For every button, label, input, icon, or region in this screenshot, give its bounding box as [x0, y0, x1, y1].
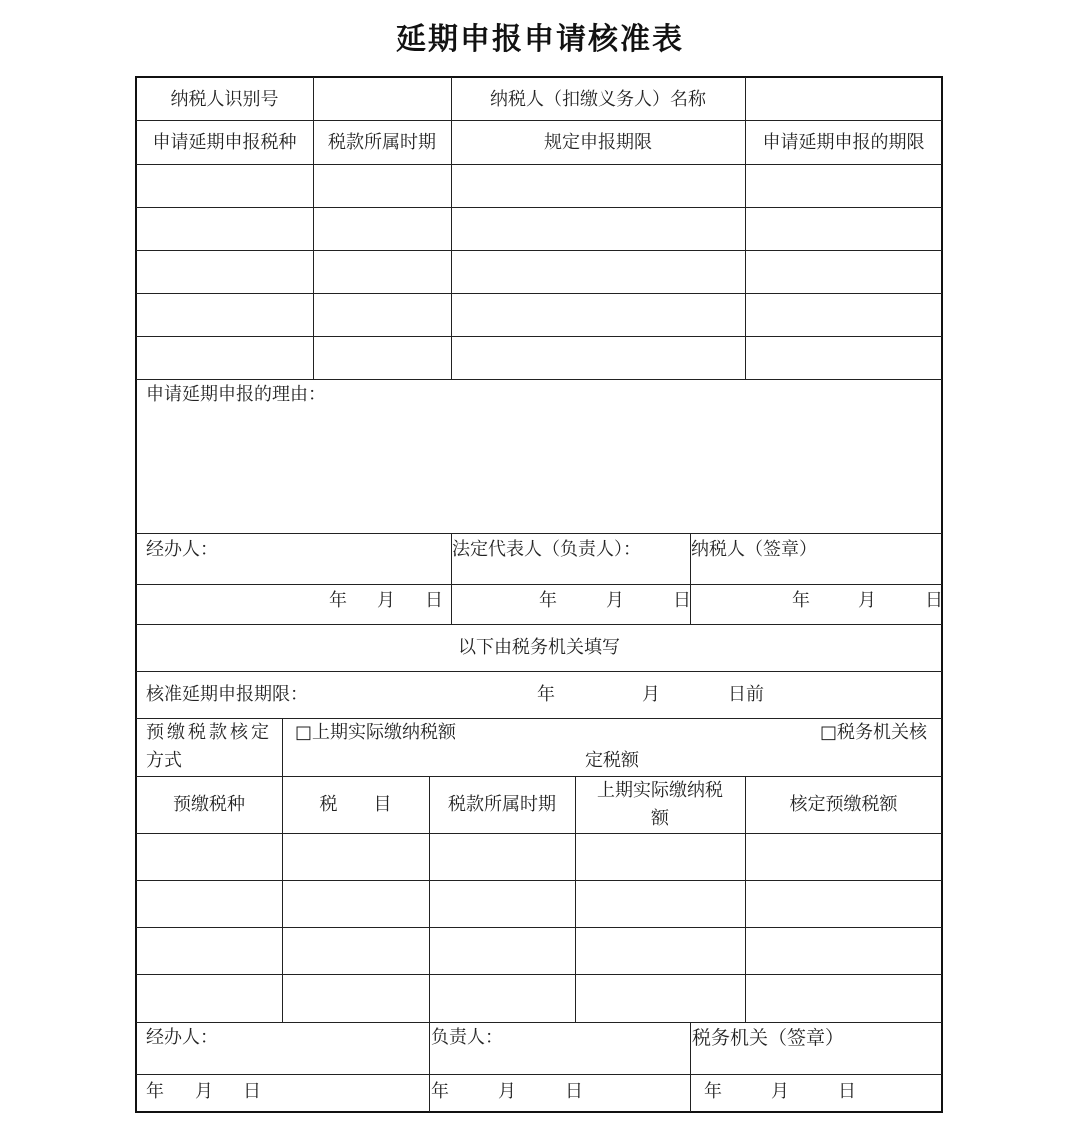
date-month: 月 — [498, 1081, 516, 1102]
row-divider — [136, 584, 942, 585]
prepay-col-last-paid-2: 额 — [651, 808, 669, 829]
reason-label: 申请延期申报的理由： — [146, 384, 326, 405]
prepay-col-tax-item: 税 目 — [319, 794, 392, 815]
authority-handler-label: 经办人： — [146, 1027, 218, 1048]
date-month: 月 — [606, 590, 624, 611]
date-year: 年 — [431, 1081, 449, 1102]
date-month: 月 — [195, 1081, 213, 1102]
prepay-method-label-2: 方式 — [146, 750, 182, 771]
col-header-deadline: 规定申报期限 — [544, 132, 652, 153]
row-divider — [136, 1022, 942, 1023]
row-divider — [136, 293, 942, 294]
approved-deadline-label: 核准延期申报期限： — [146, 684, 308, 705]
row-divider — [136, 974, 942, 975]
row-divider — [136, 671, 942, 672]
form-title: 延期申报申请核准表 — [396, 22, 684, 57]
date-day: 日 — [925, 590, 943, 611]
row-divider — [136, 1074, 942, 1075]
row-divider — [136, 880, 942, 881]
date-month: 月 — [377, 590, 395, 611]
row-divider — [136, 207, 942, 208]
date-year: 年 — [704, 1081, 722, 1102]
prepay-option-authority-2: 定税额 — [585, 750, 639, 771]
approved-deadline-month: 月 — [642, 684, 660, 705]
date-day: 日 — [838, 1081, 856, 1102]
row-divider — [136, 624, 942, 625]
taxpayer-id-label: 纳税人识别号 — [170, 89, 279, 110]
prepay-col-tax-type: 预缴税种 — [173, 794, 245, 815]
taxpayer-name-label: 纳税人（扣缴义务人）名称 — [490, 89, 706, 110]
date-year: 年 — [539, 590, 557, 611]
prepay-col-tax-period: 税款所属时期 — [448, 794, 556, 815]
legal-rep-label: 法定代表人（负责人）： — [452, 539, 641, 560]
date-day: 日 — [673, 590, 691, 611]
row-divider — [136, 379, 942, 380]
date-month: 月 — [771, 1081, 789, 1102]
date-day: 日 — [565, 1081, 583, 1102]
row-divider — [136, 336, 942, 337]
prepay-option-authority[interactable]: □税务机关核 — [820, 722, 928, 743]
taxpayer-seal-label: 纳税人（签章） — [691, 539, 817, 560]
col-header-tax-period: 税款所属时期 — [328, 132, 436, 153]
date-year: 年 — [792, 590, 810, 611]
col-divider — [313, 77, 314, 379]
row-divider — [136, 833, 942, 834]
responsible-label: 负责人： — [431, 1027, 503, 1048]
prepay-method-label: 预缴税款核定 — [146, 722, 272, 743]
col-divider — [745, 77, 746, 379]
row-divider — [136, 718, 942, 719]
row-divider — [136, 533, 942, 534]
col-header-tax-type: 申请延期申报税种 — [152, 132, 297, 153]
approved-deadline-suffix: 日前 — [728, 684, 764, 705]
date-day: 日 — [425, 590, 443, 611]
col-divider — [690, 1022, 691, 1112]
authority-seal-label: 税务机关（签章） — [692, 1027, 845, 1049]
prepay-option-last-period[interactable]: □上期实际缴纳税额 — [295, 722, 457, 743]
prepay-col-approved-amount: 核定预缴税额 — [789, 794, 898, 815]
approved-deadline-year: 年 — [537, 684, 555, 705]
date-year: 年 — [146, 1081, 164, 1102]
date-day: 日 — [243, 1081, 261, 1102]
row-divider — [136, 776, 942, 777]
date-month: 月 — [858, 590, 876, 611]
handler-label: 经办人： — [146, 539, 218, 560]
col-divider — [429, 1022, 430, 1112]
row-divider — [136, 164, 942, 165]
date-year: 年 — [329, 590, 347, 611]
row-divider — [136, 927, 942, 928]
row-divider — [136, 250, 942, 251]
col-divider — [451, 77, 452, 379]
row-divider — [136, 120, 942, 121]
col-header-extended-deadline: 申请延期申报的期限 — [762, 132, 925, 153]
authority-section-label: 以下由税务机关填写 — [458, 637, 620, 658]
prepay-col-last-paid: 上期实际缴纳税 — [597, 780, 723, 801]
